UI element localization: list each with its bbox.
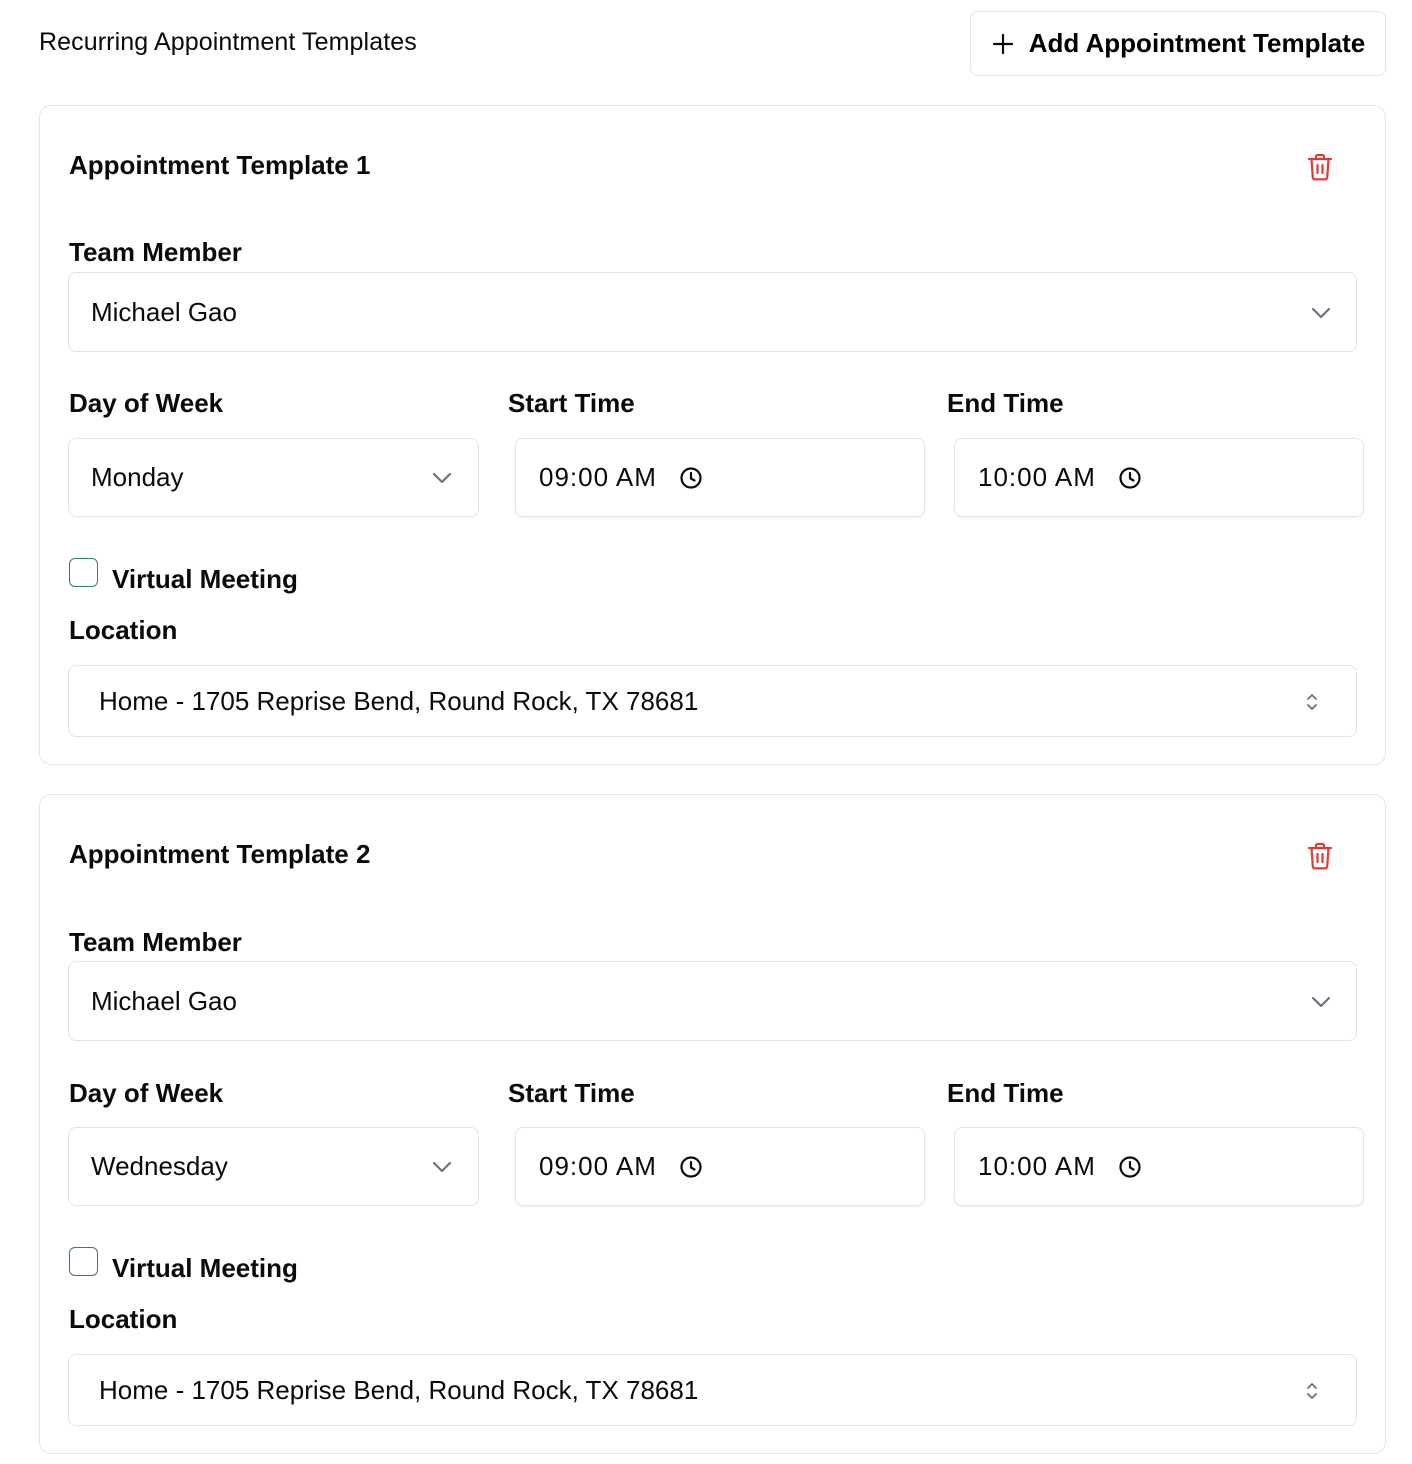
chevron-up-down-icon bbox=[1305, 691, 1319, 713]
end-time-label: End Time bbox=[947, 1078, 1064, 1108]
end-time-value: 10:00 AM bbox=[978, 1151, 1096, 1181]
location-select[interactable] bbox=[68, 665, 1357, 737]
plus-icon bbox=[991, 32, 1015, 56]
clock-icon[interactable] bbox=[679, 1155, 703, 1179]
start-time-label: Start Time bbox=[508, 1078, 635, 1108]
location-label: Location bbox=[69, 615, 178, 645]
team-member-select[interactable] bbox=[68, 272, 1357, 352]
day-of-week-select[interactable] bbox=[68, 1127, 479, 1206]
card-title: Appointment Template 2 bbox=[69, 839, 371, 869]
team-member-label: Team Member bbox=[69, 237, 242, 267]
location-value: Home - 1705 Reprise Bend, Round Rock, TX 78681 bbox=[99, 1374, 699, 1405]
end-time-input[interactable] bbox=[954, 1127, 1364, 1206]
day-of-week-value: Wednesday bbox=[91, 1151, 228, 1181]
team-member-value: Michael Gao bbox=[91, 985, 237, 1016]
chevron-down-icon bbox=[1310, 306, 1332, 320]
card-title: Appointment Template 1 bbox=[69, 150, 371, 180]
end-time-value: 10:00 AM bbox=[978, 462, 1096, 492]
appointment-template-card bbox=[39, 794, 1386, 1454]
location-select[interactable] bbox=[68, 1354, 1357, 1426]
start-time-value: 09:00 AM bbox=[539, 1151, 657, 1181]
day-of-week-select[interactable] bbox=[68, 438, 479, 517]
clock-icon[interactable] bbox=[1118, 1155, 1142, 1179]
start-time-input[interactable] bbox=[515, 438, 925, 517]
start-time-value: 09:00 AM bbox=[539, 462, 657, 492]
appointment-template-card bbox=[39, 105, 1386, 765]
chevron-up-down-icon bbox=[1305, 1380, 1319, 1402]
chevron-down-icon bbox=[1310, 995, 1332, 1009]
clock-icon[interactable] bbox=[1118, 466, 1142, 490]
start-time-label: Start Time bbox=[508, 388, 635, 418]
day-of-week-label: Day of Week bbox=[69, 388, 224, 418]
team-member-label: Team Member bbox=[69, 927, 242, 957]
virtual-meeting-label: Virtual Meeting bbox=[112, 1253, 298, 1283]
section-title: Recurring Appointment Templates bbox=[39, 28, 417, 56]
team-member-value: Michael Gao bbox=[91, 296, 237, 327]
clock-icon[interactable] bbox=[679, 466, 703, 490]
trash-icon[interactable] bbox=[1306, 841, 1334, 871]
start-time-input[interactable] bbox=[515, 1127, 925, 1206]
location-value: Home - 1705 Reprise Bend, Round Rock, TX 78681 bbox=[99, 685, 699, 716]
trash-icon[interactable] bbox=[1306, 152, 1334, 182]
day-of-week-label: Day of Week bbox=[69, 1078, 224, 1108]
day-of-week-value: Monday bbox=[91, 462, 184, 492]
end-time-label: End Time bbox=[947, 388, 1064, 418]
location-label: Location bbox=[69, 1304, 178, 1334]
team-member-select[interactable] bbox=[68, 961, 1357, 1041]
add-button-label: Add Appointment Template bbox=[1028, 28, 1366, 58]
virtual-meeting-checkbox[interactable] bbox=[69, 1247, 98, 1276]
virtual-meeting-label: Virtual Meeting bbox=[112, 564, 298, 594]
chevron-down-icon bbox=[431, 1160, 453, 1174]
virtual-meeting-checkbox[interactable] bbox=[69, 558, 98, 587]
chevron-down-icon bbox=[431, 471, 453, 485]
end-time-input[interactable] bbox=[954, 438, 1364, 517]
add-appointment-template-button[interactable] bbox=[970, 11, 1386, 76]
